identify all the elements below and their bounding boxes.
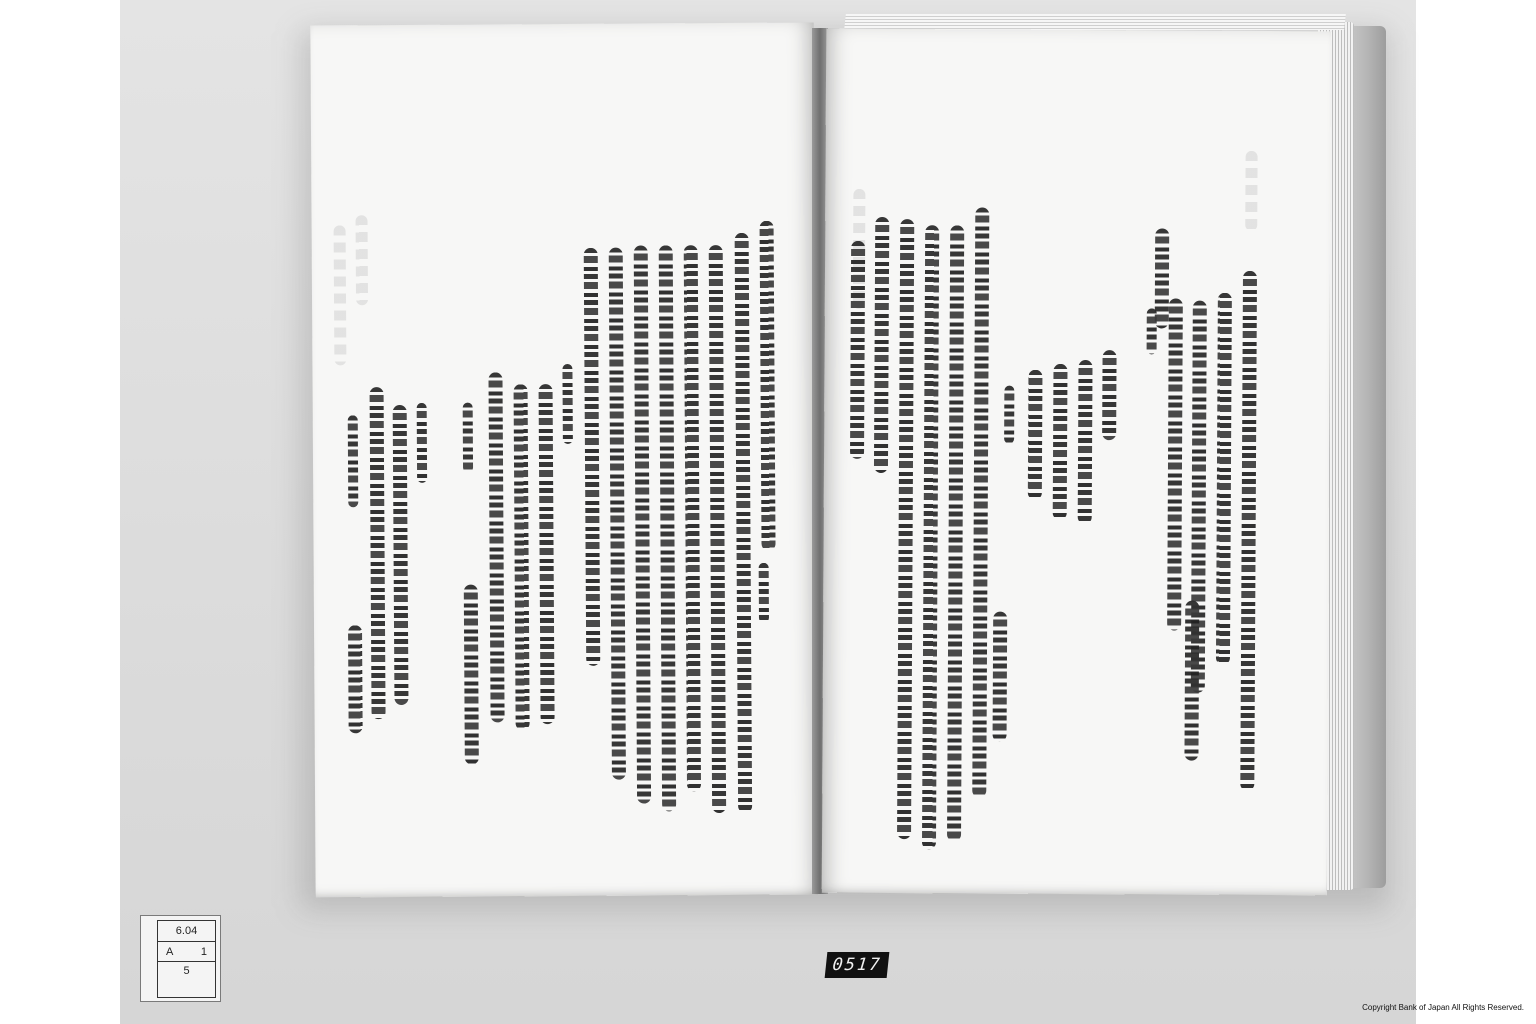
handwritten-column [463, 403, 473, 473]
handwritten-column [760, 221, 776, 551]
reference-card [140, 915, 221, 1002]
handwritten-column [735, 233, 753, 813]
handwritten-column [1216, 293, 1232, 665]
handwritten-column [659, 245, 676, 811]
reference-series-number: 1 [200, 945, 207, 958]
handwritten-column [488, 372, 504, 722]
handwritten-column [850, 241, 865, 459]
right-page [822, 29, 1332, 896]
bleed-through [1245, 151, 1257, 231]
handwritten-column [417, 403, 427, 483]
handwritten-column [1028, 370, 1043, 500]
handwritten-column [370, 387, 386, 719]
reference-series-letter: A [166, 945, 174, 958]
frame-number-label: 0517 [825, 952, 890, 978]
reference-card-table [157, 920, 216, 998]
handwritten-column [874, 217, 889, 473]
handwritten-column [993, 612, 1008, 742]
handwritten-column [1167, 298, 1183, 630]
reference-series-row [158, 942, 215, 963]
left-page [310, 22, 818, 897]
handwritten-column [1053, 364, 1068, 520]
handwritten-column [1240, 271, 1257, 791]
handwritten-column [1184, 601, 1199, 761]
handwritten-column [514, 384, 530, 730]
handwritten-column [947, 225, 964, 841]
handwritten-column [348, 415, 359, 507]
reference-code: 6.04 [158, 921, 215, 942]
handwritten-column [709, 245, 726, 813]
handwritten-column [464, 585, 479, 765]
handwritten-column [922, 225, 939, 849]
reference-volume: 5 [183, 965, 190, 978]
copyright-notice: Copyright Bank of Japan All Rights Reserved. [1362, 1003, 1524, 1012]
handwritten-column [539, 384, 555, 724]
handwritten-column [759, 563, 769, 623]
handwritten-column [562, 364, 572, 444]
handwritten-column [348, 625, 363, 733]
handwritten-column [1078, 360, 1093, 524]
handwritten-column [393, 405, 409, 705]
handwritten-column [1102, 350, 1116, 440]
bleed-through [356, 215, 369, 305]
handwritten-column [584, 248, 601, 666]
handwritten-column [897, 219, 914, 839]
handwritten-column [684, 245, 701, 791]
bleed-through [334, 225, 347, 365]
handwritten-column [972, 207, 989, 797]
page-top-edges [844, 14, 1346, 30]
handwritten-column [634, 245, 651, 803]
handwritten-column [609, 248, 626, 780]
handwritten-column [1155, 228, 1170, 328]
handwritten-column [1004, 386, 1014, 444]
